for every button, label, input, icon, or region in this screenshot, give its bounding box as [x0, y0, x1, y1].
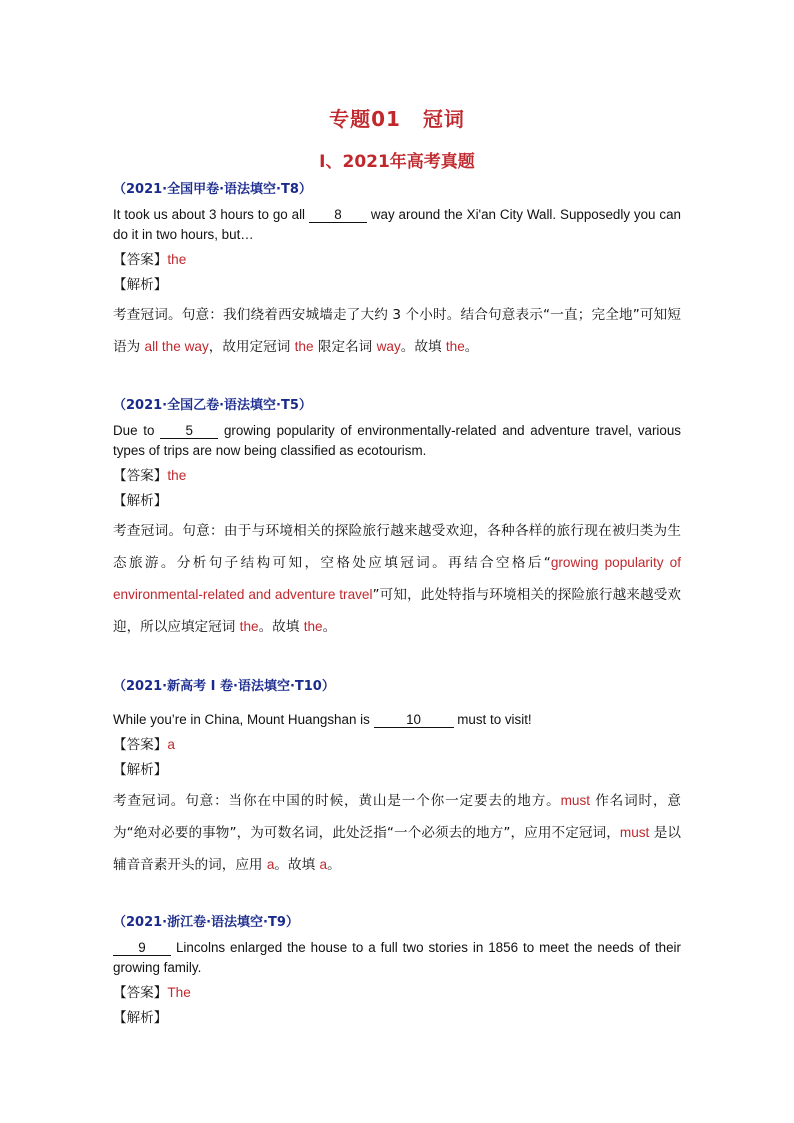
explanation-highlight: the: [294, 339, 314, 354]
question-text-after: growing popularity of environmentally-related and adventure travel, various types of trips are now being classified as ecotourism.: [113, 423, 681, 458]
explanation-part: 。故填: [274, 857, 320, 873]
title-topic-number: 专题01: [329, 107, 401, 131]
explanation-part: 考查冠词。句意：由于与环境相关的探险旅行越来越受欢迎，各种各样的旅行现在被归类为生态旅游。分析句子结构可知，空格处应填冠词。再结合空格后“: [113, 523, 681, 571]
title-topic-name: 冠词: [422, 107, 465, 131]
explanation-highlight: the: [445, 339, 465, 354]
answer-line: [113, 247, 681, 273]
answer-blank: 10: [374, 712, 454, 728]
answer-blank: 8: [309, 207, 367, 223]
explanation-highlight: a: [319, 857, 328, 872]
explanation-highlight: all the way: [144, 339, 209, 354]
explanation-part: 考查冠词。句意：我们绕着西安城墙走了大约 3 个小时。结合句意表示“一直；完全地”可知短语为: [113, 307, 681, 355]
explanation-text: [113, 300, 681, 363]
answer-value: a: [167, 737, 175, 752]
explanation-part: 作名词时，意为“绝对必要的事物”，为可数名词，此处泛指“一个必须去的地方”，应用不定冠词，: [113, 793, 681, 841]
question-source: （2021·新高考 I 卷·语法填空·T10）: [113, 679, 335, 694]
question-block-1: [113, 181, 681, 363]
explanation-highlight: the: [303, 619, 323, 634]
explanation-part: 限定名词: [313, 339, 377, 355]
answer-label: 【答案】: [113, 468, 168, 484]
question-block-3: [113, 678, 681, 881]
question-source: （2021·全国甲卷·语法填空·T8）: [113, 182, 312, 197]
page-title: [0, 103, 794, 132]
answer-line: [113, 463, 681, 489]
explanation-label: 【解析】: [113, 762, 168, 778]
explanation-highlight: growing popularity of environmental-related and adventure travel: [113, 555, 682, 602]
answer-line: [113, 980, 681, 1006]
question-text: [113, 205, 681, 245]
explanation-part: 。: [464, 339, 479, 355]
question-text-after: must to visit!: [453, 712, 532, 727]
question-block-2: [113, 397, 681, 643]
explanation-text: [113, 785, 681, 881]
explanation-label: 【解析】: [113, 493, 168, 509]
question-text-after: way around the Xi'an City Wall. Supposedly you can do it in two hours, but…: [113, 207, 681, 242]
explanation-part: 。故填: [258, 619, 304, 635]
question-text-before: While you’re in China, Mount Huangshan is: [113, 712, 374, 727]
explanation-label: 【解析】: [113, 1010, 168, 1026]
question-text-before: It took us about 3 hours to go all: [113, 207, 309, 222]
question-text: [113, 710, 681, 730]
explanation-part: 。: [322, 619, 337, 635]
explanation-highlight: a: [266, 857, 275, 872]
explanation-part: 考查冠词。句意：当你在中国的时候，黄山是一个你一定要去的地方。: [113, 793, 561, 809]
explanation-part: ”可知，此处特指与环境相关的探险旅行越来越受欢迎，所以应填定冠词: [113, 587, 681, 635]
answer-value: the: [167, 468, 187, 483]
question-text: [113, 938, 681, 978]
answer-blank: 5: [160, 423, 218, 439]
answer-blank: 9: [113, 940, 171, 956]
question-source: （2021·全国乙卷·语法填空·T5）: [113, 398, 312, 413]
answer-label: 【答案】: [113, 737, 168, 753]
explanation-part: 。故填: [400, 339, 446, 355]
explanation-highlight: must: [560, 793, 591, 808]
explanation-label: 【解析】: [113, 277, 168, 293]
answer-value: the: [167, 252, 187, 267]
answer-label: 【答案】: [113, 985, 168, 1001]
section-heading: I、2021年高考真题: [319, 152, 475, 172]
question-text-before: Due to: [113, 423, 161, 438]
answer-value: The: [167, 985, 191, 1000]
explanation-highlight: must: [619, 825, 650, 840]
question-source: （2021·浙江卷·语法填空·T9）: [113, 915, 299, 930]
explanation-part: ，故用定冠词: [208, 339, 295, 355]
question-text-after: Lincolns enlarged the house to a full two stories in 1856 to meet the needs of their growing family.: [113, 940, 681, 975]
answer-line: [113, 732, 681, 758]
explanation-part: 是以辅音音素开头的词，应用: [113, 825, 682, 873]
explanation-highlight: the: [239, 619, 259, 634]
explanation-highlight: way: [376, 339, 401, 354]
answer-label: 【答案】: [113, 252, 168, 268]
explanation-text: [113, 516, 681, 643]
question-text: [113, 421, 681, 461]
question-block-4: [113, 914, 681, 1031]
explanation-part: 。: [327, 857, 341, 873]
